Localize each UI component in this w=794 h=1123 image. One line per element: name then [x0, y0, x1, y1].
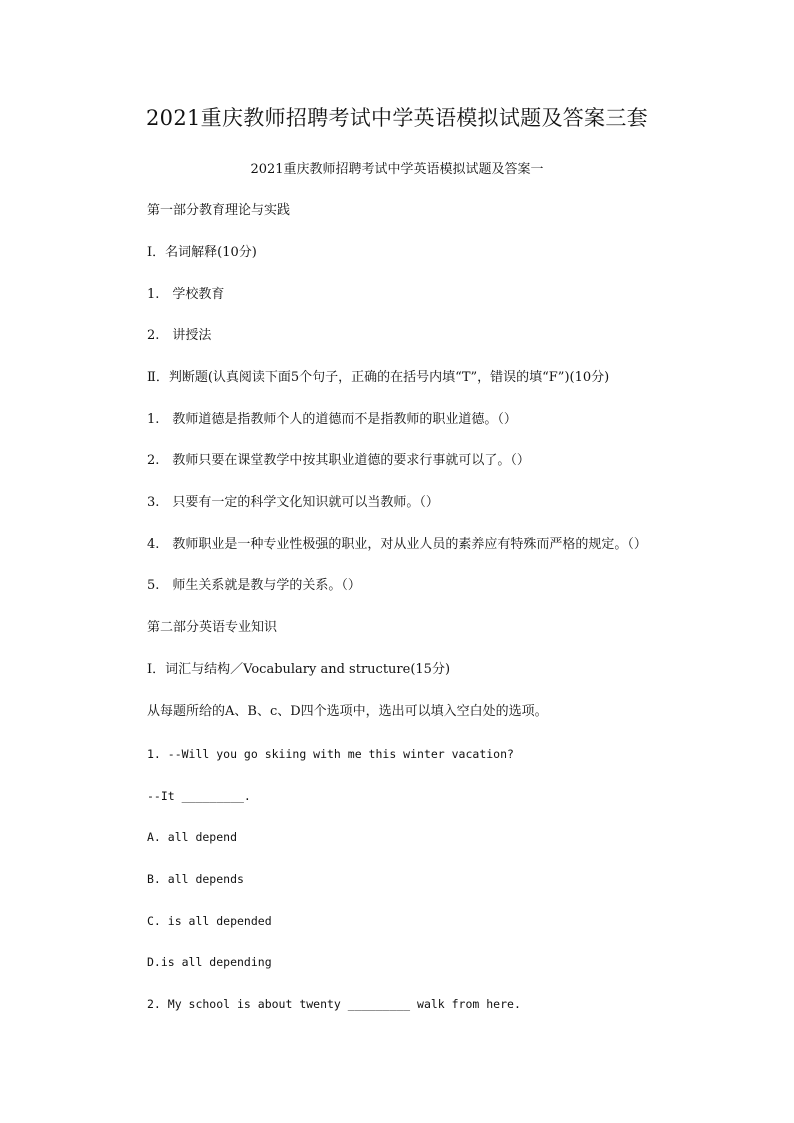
definition-item-2: 2. 讲授法	[147, 328, 212, 343]
vocabulary-question-1-option-d: D.is all depending	[147, 955, 272, 969]
vocabulary-instructions: 从每题所给的A、B、c、D四个选项中，选出可以填入空白处的选项。	[147, 704, 548, 719]
vocabulary-question-1-option-b: B. all depends	[147, 872, 244, 886]
section-heading-part-one: 第一部分教育理论与实践	[147, 203, 291, 218]
true-false-item-1: 1. 教师道德是指教师个人的道德而不是指教师的职业道德。（）	[147, 412, 517, 427]
definition-item-1: 1. 学校教育	[147, 287, 225, 302]
true-false-item-4: 4. 教师职业是一种专业性极强的职业，对从业人员的素养应有特殊而严格的规定。（）	[147, 537, 647, 552]
document-subtitle: 2021重庆教师招聘考试中学英语模拟试题及答案一	[250, 162, 544, 177]
document-title: 2021重庆教师招聘考试中学英语模拟试题及答案三套	[146, 106, 648, 130]
section-heading-part-two: 第二部分英语专业知识	[147, 620, 278, 635]
vocabulary-question-1-option-c: C. is all depended	[147, 914, 272, 928]
vocabulary-question-1-option-a: A. all depend	[147, 830, 238, 844]
true-false-item-2: 2. 教师只要在课堂教学中按其职业道德的要求行事就可以了。（）	[147, 453, 530, 468]
question-group-heading-vocabulary: Ⅰ．词汇与结构／Vocabulary and structure(15分)	[147, 662, 451, 677]
true-false-item-5: 5. 师生关系就是教与学的关系。（）	[147, 578, 361, 593]
vocabulary-question-2: 2. My school is about twenty _________ walk from here.	[147, 997, 521, 1011]
true-false-item-3: 3. 只要有一定的科学文化知识就可以当教师。（）	[147, 495, 439, 510]
question-group-heading-definitions: Ⅰ．名词解释(10分)	[147, 245, 257, 260]
vocabulary-question-1-answer-line: --It _________.	[147, 789, 251, 803]
question-group-heading-true-false: Ⅱ．判断题(认真阅读下面5个句子，正确的在括号内填“T”，错误的填“F”)(10分)	[147, 370, 610, 385]
vocabulary-question-1: 1. --Will you go skiing with me this winter vacation?	[147, 747, 514, 761]
